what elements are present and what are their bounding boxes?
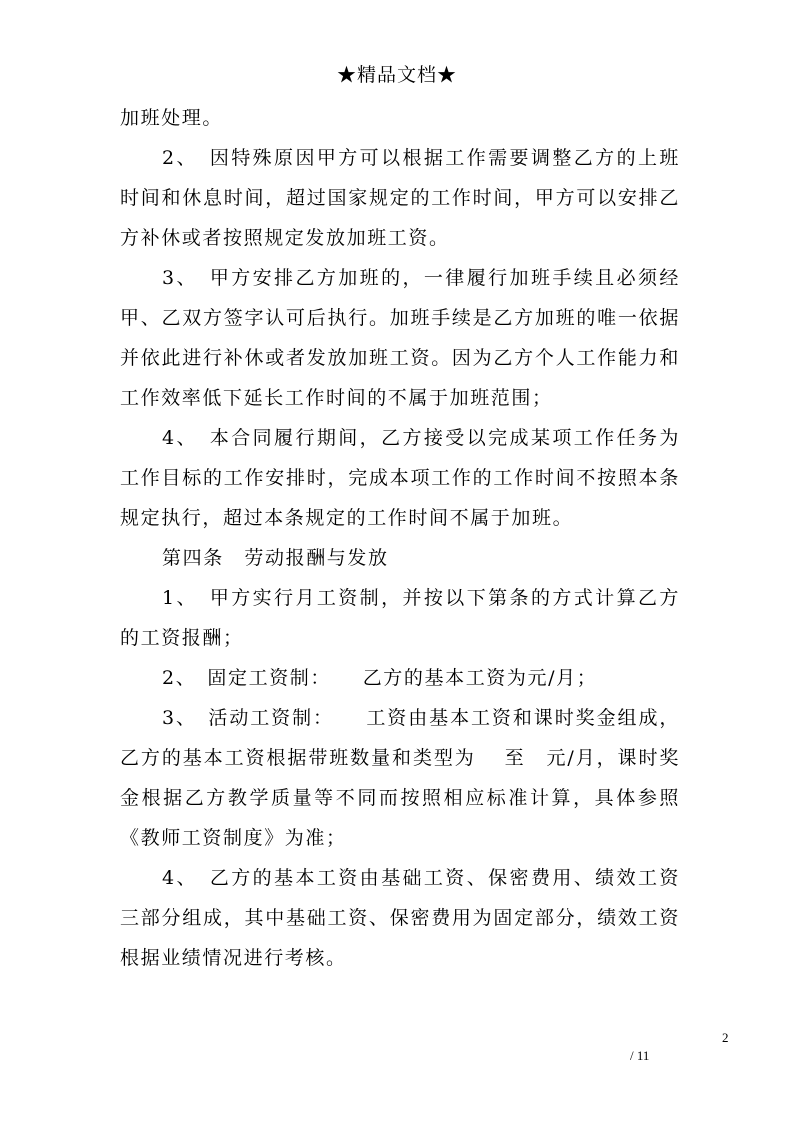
document-body [120,98,680,978]
paragraph-8: 4、 乙方的基本工资由基础工资、保密费用、绩效工资三部分组成，其中基础工资、保密费用为固定部分，绩效工资根据业绩情况进行考核。 [120,867,680,969]
paragraph-3: 4、 本合同履行期间，乙方接受以完成某项工作任务为工作目标的工作安排时，完成本项工作的工作时间不按照本条规定执行，超过本条规定的工作时间不属于加班。 [120,427,680,529]
section-heading-article-4: 第四条 劳动报酬与发放 [162,547,389,569]
paragraph-0: 加班处理。 [120,107,224,129]
document-header-title: ★精品文档★ [336,64,457,86]
paragraph-5: 1、 甲方实行月工资制，并按以下第条的方式计算乙方的工资报酬； [120,587,680,649]
page-total: / 11 [630,1048,650,1063]
page-number: 2 [722,1030,729,1045]
paragraph-2: 3、 甲方安排乙方加班的，一律履行加班手续且必须经甲、乙双方签字认可后执行。加班手续是乙方加班的唯一依据并依此进行补休或者发放加班工资。因为乙方个人工作能力和工作效率低下延长工作时间的不属于加班范围； [120,267,680,409]
paragraph-7: 3、 活动工资制： 工资由基本工资和课时奖金组成，乙方的基本工资根据带班数量和类型为 至 元/月，课时奖金根据乙方教学质量等不同而按照相应标准计算，具体参照《教师工资制度》为准； [120,707,680,849]
paragraph-6: 2、 固定工资制： 乙方的基本工资为元/月； [162,667,598,689]
paragraph-1: 2、 因特殊原因甲方可以根据工作需要调整乙方的上班时间和休息时间，超过国家规定的工作时间，甲方可以安排乙方补休或者按照规定发放加班工资。 [120,147,680,249]
